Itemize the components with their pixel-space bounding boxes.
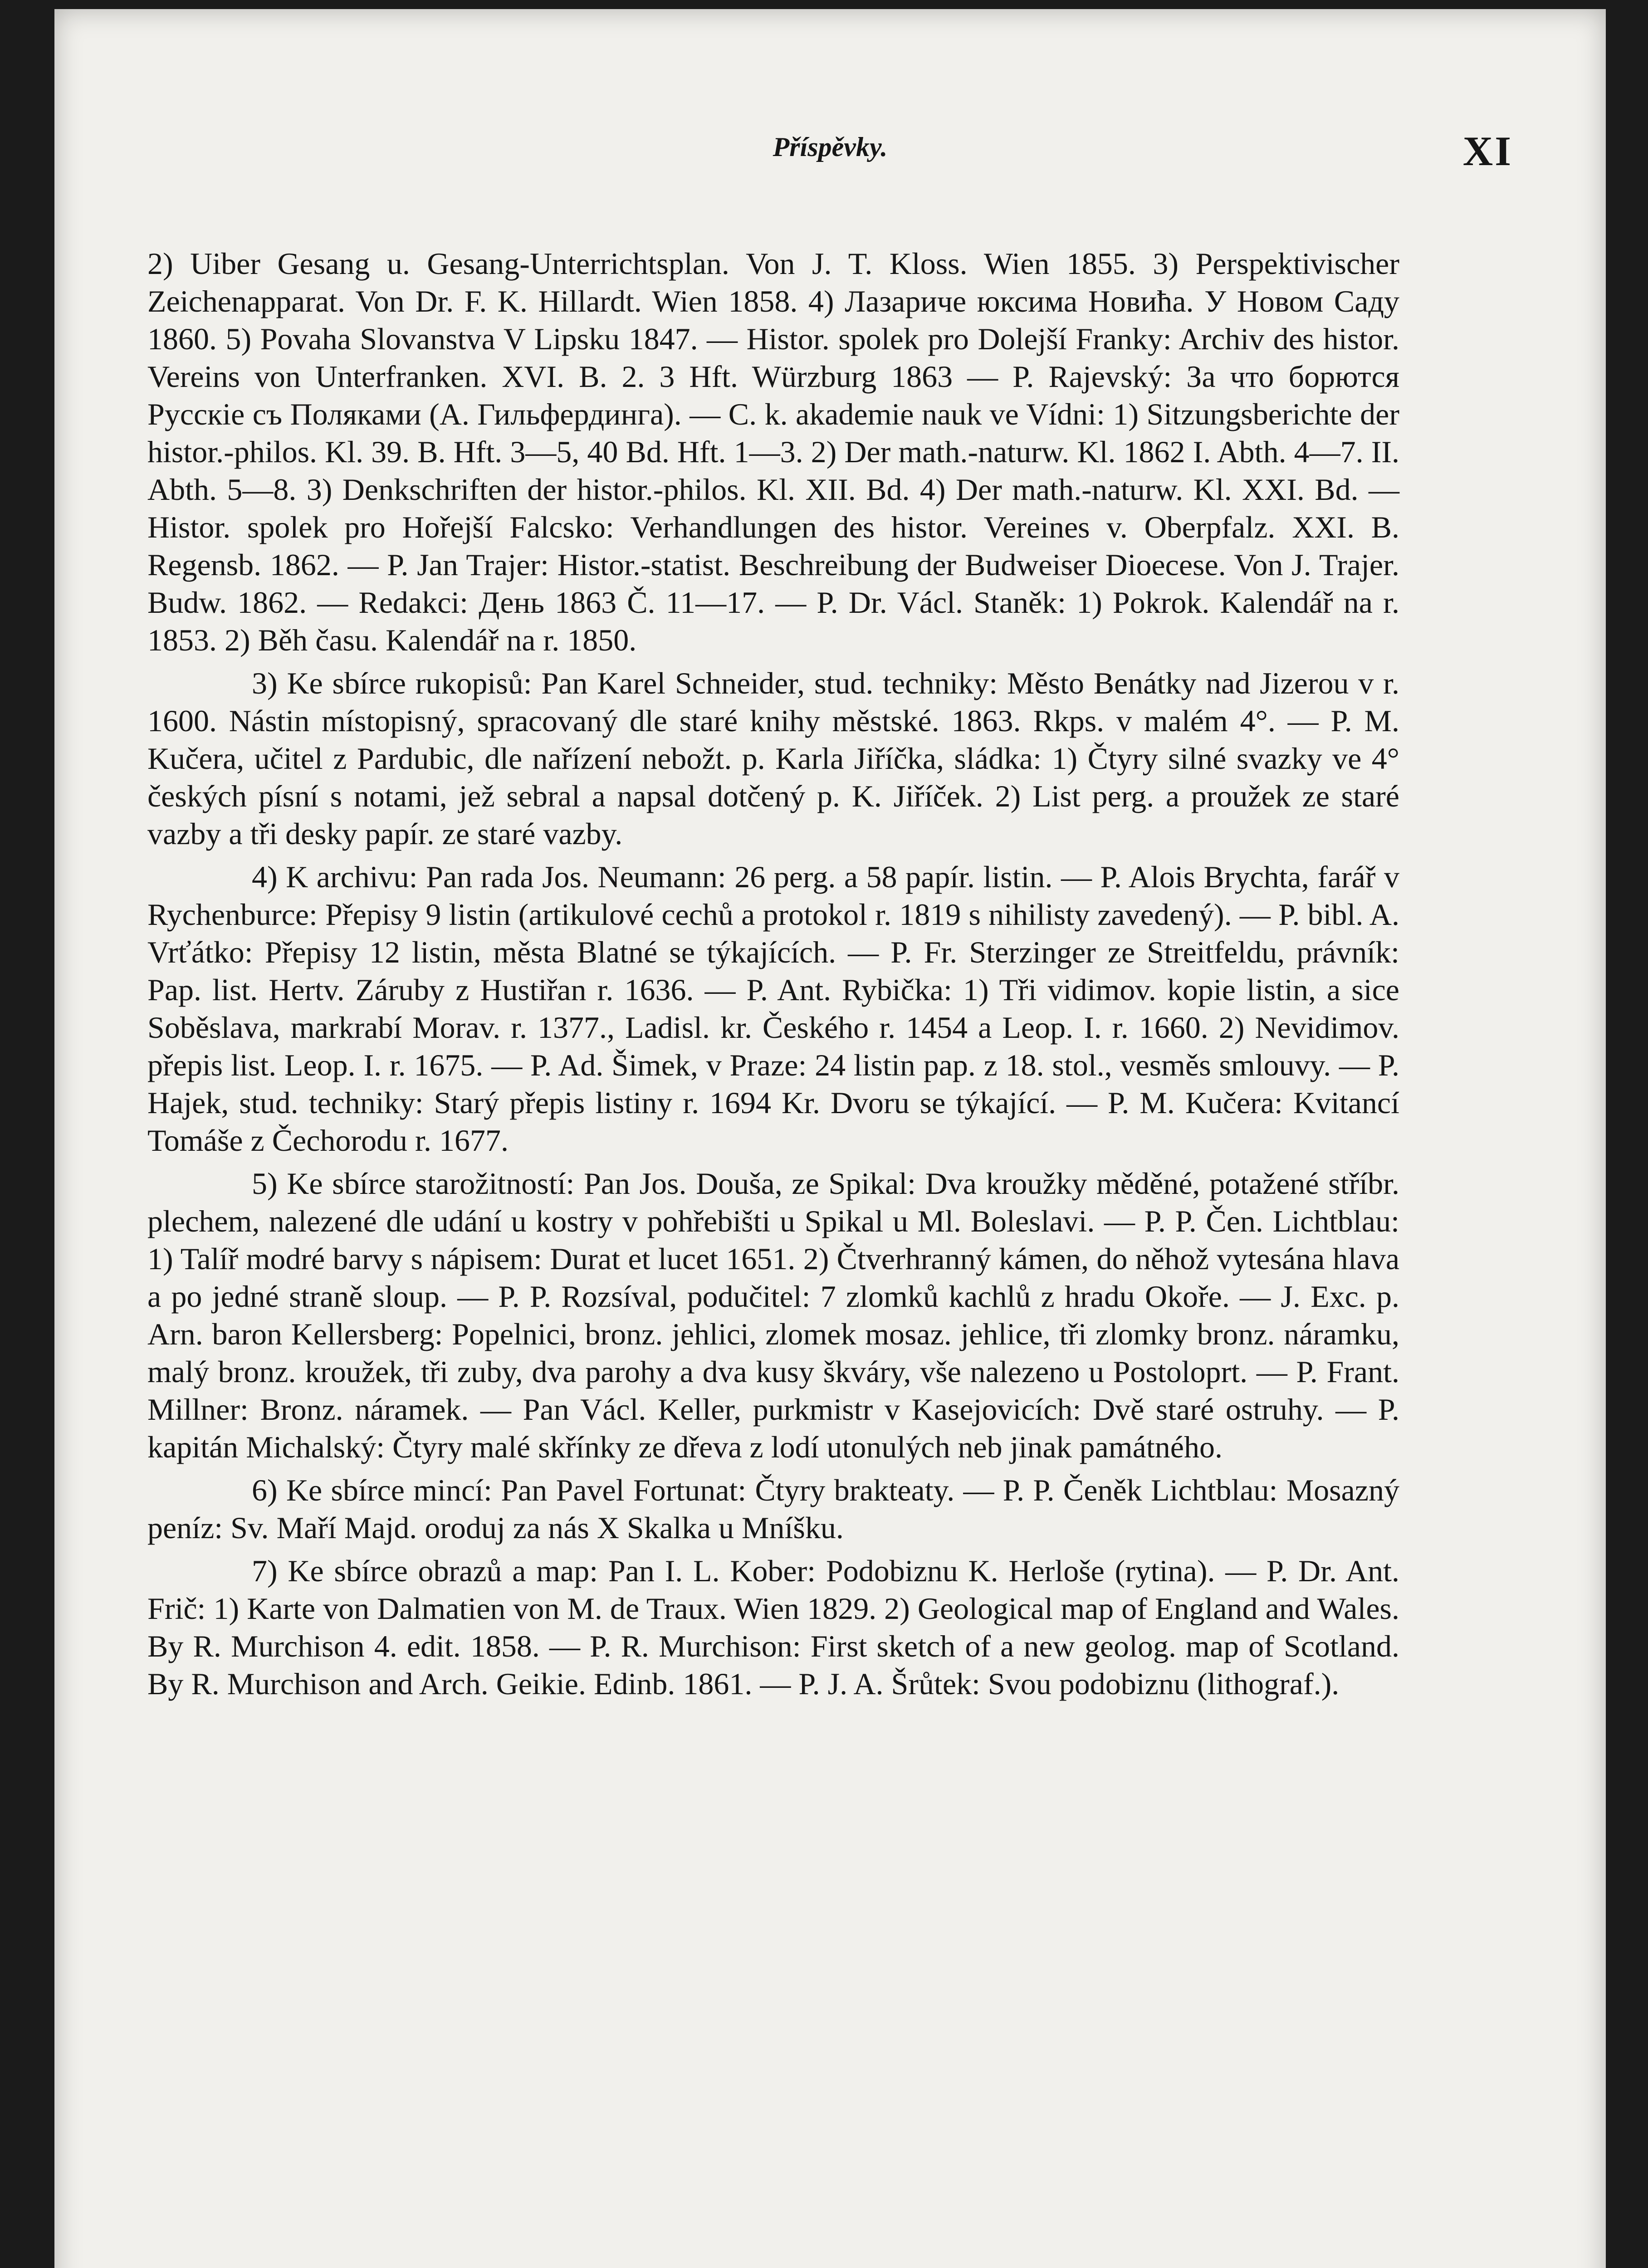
paragraph-coins: 6) Ke sbírce mincí: Pan Pavel Fortunat: Čtyry brakteaty. — P. P. Čeněk Lichtblau: Mosazný peníz: Sv. Maří Majd. oroduj za nás X Skalka u Mníšku. — [147, 1473, 1399, 1545]
paragraph-library-continuation: 2) Uiber Gesang u. Gesang-Unterrichtsplan. Von J. T. Kloss. Wien 1855. 3) Perspektivischer Zeichenapparat. Von Dr. F. K. Hillardt. Wien 1858. 4) Лазариче юксима Новиħа. У Новом Саду 1860. 5) Povaha Slovanstva V Lipsku 1847. — Histor. spolek pro Dolejší Franky: Archiv des histor. Vereins von Unterfranken. XVI. B. 2. 3 Hft. Würzburg 1863 — P. Rajevský: За что борются Русскіе съ Поляками (А. Гильфердинга). — C. k. akademie nauk ve Vídni: 1) Sitzungsberichte der histor.-philos. Kl. 39. B. Hft. 3—5, 40 Bd. Hft. 1—3. 2) Der math.-naturw. Kl. 1862 I. Abth. 4—7. II. Abth. 5—8. 3) Denkschriften der histor.-philos. Kl. XII. Bd. 4) Der math.-naturw. Kl. XXI. Bd. — Histor. spolek pro Hořejší Falcsko: Verhandlungen des histor. Vereines v. Oberpfalz. XXI. B. Regensb. 1862. — P. Jan Trajer: Histor.-statist. Beschreibung der Budweiser Dioecese. Von J. Trajer. Budw. 1862. — Redakci: День 1863 Č. 11—17. — P. Dr. Václ. Staněk: 1) Pokrok. Kalendář na r. 1853. 2) Běh času. Kalendář na r. 1850. — [147, 246, 1399, 657]
document-page — [54, 9, 1606, 2268]
body-text — [147, 245, 1399, 1703]
paragraph-manuscripts: 3) Ke sbírce rukopisů: Pan Karel Schneider, stud. techniky: Město Benátky nad Jizerou v r. 1600. Nástin místopisný, spracovaný dle staré knihy městské. 1863. Rkps. v malém 4°. — P. M. Kučera, učitel z Pardubic, dle nařízení nebožt. p. Karla Jiříčka, sládka: 1) Čtyry silné svazky ve 4° českých písní s notami, jež sebral a napsal dotčený p. K. Jiříček. 2) List perg. a proužek ze staré vazby a tři desky papír. ze staré vazby. — [147, 666, 1399, 851]
paragraph-antiquities: 5) Ke sbírce starožitností: Pan Jos. Douša, ze Spikal: Dva kroužky měděné, potažené stříbr. plechem, nalezené dle udání u kostry v pohřebišti u Spikal u Ml. Boleslavi. — P. P. Čen. Lichtblau: 1) Talíř modré barvy s nápisem: Durat et lucet 1651. 2) Čtverhranný kámen, do něhož vytesána hlava a po jedné straně sloup. — P. P. Rozsíval, podučitel: 7 zlomků kachlů z hradu Okoře. — J. Exc. p. Arn. baron Kellersberg: Popelnici, bronz. jehlici, zlomek mosaz. jehlice, tři zlomky bronz. náramku, malý bronz. kroužek, tři zuby, dva parohy a dva kusy škváry, vše nalezeno u Postoloprt. — P. Frant. Millner: Bronz. náramek. — Pan Václ. Keller, purkmistr v Kasejovicích: Dvě staré ostruhy. — P. kapitán Michalský: Čtyry malé skřínky ze dřeva z lodí utonulých neb jinak památného. — [147, 1166, 1399, 1464]
paragraph-images-maps: 7) Ke sbírce obrazů a map: Pan I. L. Kober: Podobiznu K. Herloše (rytina). — P. Dr. Ant. Frič: 1) Karte von Dalmatien von M. de Traux. Wien 1829. 2) Geological map of England and Wales. By R. Murchison 4. edit. 1858. — P. R. Murchison: First sketch of a new geolog. map of Scotland. By R. Murchison and Arch. Geikie. Edinb. 1861. — P. J. A. Šrůtek: Svou podobiznu (lithograf.). — [147, 1554, 1399, 1701]
page-header — [54, 127, 1606, 181]
running-title: Příspěvky. — [773, 132, 888, 162]
paragraph-archive: 4) K archivu: Pan rada Jos. Neumann: 26 perg. a 58 papír. listin. — P. Alois Brychta, farář v Rychenburce: Přepisy 9 listin (artikulové cechů a protokol r. 1819 s nihilisty zavedený). — P. bibl. A. Vrťátko: Přepisy 12 listin, města Blatné se týkajících. — P. Fr. Sterzinger ze Streitfeldu, právník: Pap. list. Hertv. Záruby z Hustiřan r. 1636. — P. Ant. Rybička: 1) Tři vidimov. kopie listin, a sice Soběslava, markrabí Morav. r. 1377., Ladisl. kr. Českého r. 1454 a Leop. I. r. 1660. 2) Nevidimov. přepis list. Leop. I. r. 1675. — P. Ad. Šimek, v Praze: 24 listin pap. z 18. stol., vesměs smlouvy. — P. Hajek, stud. techniky: Starý přepis listiny r. 1694 Kr. Dvoru se týkající. — P. M. Kučera: Kvitancí Tomáše z Čechorodu r. 1677. — [147, 860, 1399, 1158]
page-number: XI — [1462, 128, 1513, 174]
